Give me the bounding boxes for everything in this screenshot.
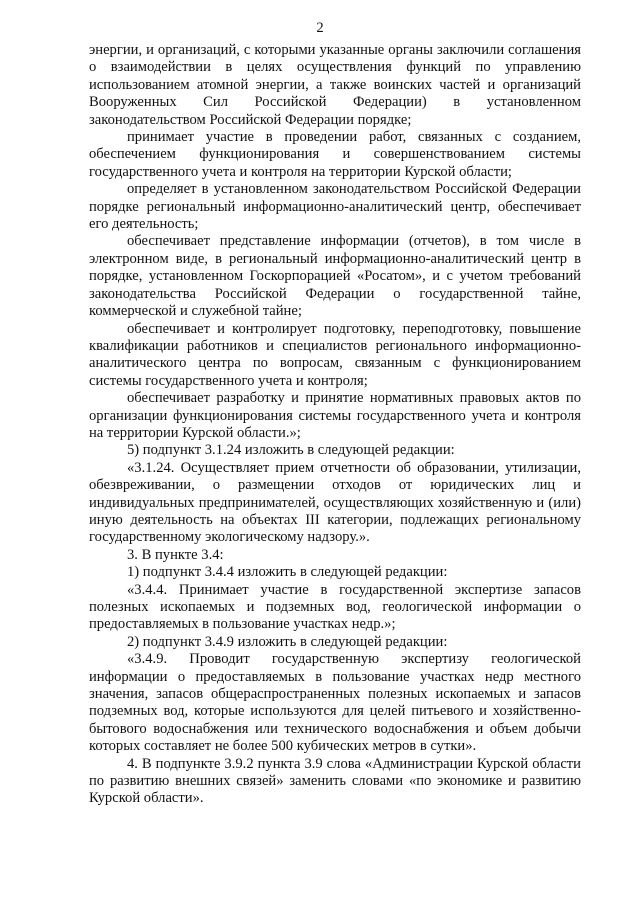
paragraph: «3.4.4. Принимает участие в государственной экспертизе запасов полезных ископаемых и подземных вод, геологической информации о предоставляемых в пользование участках недр.»; (89, 581, 581, 633)
paragraph: 2) подпункт 3.4.9 изложить в следующей редакции: (127, 633, 448, 650)
paragraph: «3.4.9. Проводит государственную экспертизу геологической информации о предоставляемых в пользование участках недр местного значения, запасов общераспространенных полезных ископаемых и запасов подземных вод, которые используются для целей питьевого и хозяйственно-бытового водоснабжения или технического водоснабжения и объем добычи которых составляет не более 500 кубических метров в сутки». (89, 651, 581, 755)
paragraph: энергии, и организаций, с которыми указанные органы заключили соглашения о взаимодействии в целях осуществления функций по управлению использованием атомной энергии, а также воинских частей и организаций Вооруженных Сил Российской Федерации) в установленном законодательством Российской Федерации порядке; (89, 42, 581, 128)
paragraph: 4. В подпункте 3.9.2 пункта 3.9 слова «Администрации Курской области по развитию внешних связей» заменить словами «по экономике и развитию Курской области». (89, 755, 581, 807)
paragraph: 1) подпункт 3.4.4 изложить в следующей редакции: (127, 564, 448, 581)
paragraph: обеспечивает разработку и принятие нормативных правовых актов по организации функционирования системы государственного учета и контроля на территории Курской области.»; (89, 390, 581, 441)
paragraph: обеспечивает представление информации (отчетов), в том числе в электронном виде, в региональный информационно-аналитический центр в порядке, установленном Госкорпорацией «Росатом», и с учетом требований законодательства Российской Федерации о государственной тайне, коммерческой и служебной тайне; (89, 233, 581, 320)
paragraph: обеспечивает и контролирует подготовку, переподготовку, повышение квалификации работников и специалистов регионального информационно-аналитического центра по вопросам, связанным с функционированием системы государственного учета и контроля; (89, 320, 581, 389)
paragraph: принимает участие в проведении работ, связанных с созданием, обеспечением функционирования и совершенствованием системы государственного учета и контроля на территории Курской области; (89, 129, 581, 180)
paragraph: «3.1.24. Осуществляет прием отчетности об образовании, утилизации, обезвреживании, о размещении отходов от юридических лиц и индивидуальных предпринимателей, осуществляющих хозяйственную и (или) иную деятельность на объектах III категории, подлежащих региональному государственному экологическому надзору.». (89, 459, 581, 546)
paragraph: 5) подпункт 3.1.24 изложить в следующей редакции: (127, 442, 455, 459)
paragraph: определяет в установленном законодательством Российской Федерации порядке региональный информационно-аналитический центр, обеспечивает его деятельность; (89, 181, 581, 233)
paragraph: 3. В пункте 3.4: (127, 546, 224, 563)
page-number: 2 (316, 20, 324, 36)
document-body (89, 42, 581, 808)
